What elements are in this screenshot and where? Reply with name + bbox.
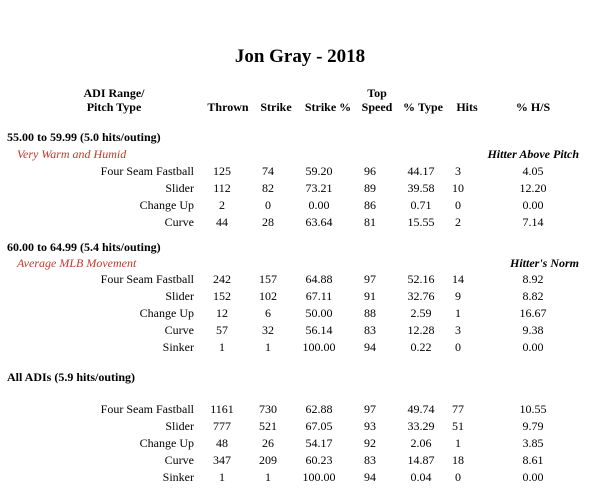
strike-pct-value: 63.64 bbox=[305, 215, 333, 229]
strike-value: 102 bbox=[259, 289, 277, 303]
strike-pct-value: 73.21 bbox=[305, 181, 333, 195]
table-row bbox=[0, 453, 600, 470]
type-pct-value: 39.58 bbox=[407, 181, 435, 195]
top-speed-value: 97 bbox=[364, 272, 376, 286]
pitch-type: Curve bbox=[164, 453, 194, 467]
strike-pct-value: 62.88 bbox=[305, 402, 333, 416]
thrown-value: 2 bbox=[219, 198, 225, 212]
top-speed-value: 86 bbox=[364, 198, 376, 212]
thrown-value: 347 bbox=[213, 453, 231, 467]
strike-value: 157 bbox=[259, 272, 277, 286]
strike-pct-value: 100.00 bbox=[302, 470, 336, 484]
top-speed-value: 93 bbox=[364, 419, 376, 433]
table-row bbox=[0, 402, 600, 419]
hs-pct-value: 12.20 bbox=[519, 181, 547, 195]
pitch-type: Change Up bbox=[139, 306, 194, 320]
hits-value: 10 bbox=[452, 181, 464, 195]
table-row bbox=[0, 272, 600, 289]
thrown-value: 777 bbox=[213, 419, 231, 433]
hits-value: 14 bbox=[452, 272, 464, 286]
top-speed-value: 88 bbox=[364, 306, 376, 320]
hs-pct-value: 8.82 bbox=[522, 289, 544, 303]
top-speed-value: 96 bbox=[364, 164, 376, 178]
table-row bbox=[0, 419, 600, 436]
table-row bbox=[0, 215, 600, 232]
hits-value: 1 bbox=[455, 436, 461, 450]
pitch-type: Slider bbox=[165, 419, 194, 433]
strike-value: 0 bbox=[265, 198, 271, 212]
header-hits: Hits bbox=[456, 100, 478, 114]
top-speed-value: 97 bbox=[364, 402, 376, 416]
strike-value: 32 bbox=[262, 323, 274, 337]
hits-value: 0 bbox=[455, 340, 461, 354]
header-adi-range bbox=[72, 86, 156, 114]
table-row bbox=[0, 340, 600, 357]
top-speed-value: 94 bbox=[364, 340, 376, 354]
header-strike: Strike bbox=[260, 100, 292, 114]
hits-value: 3 bbox=[455, 164, 461, 178]
top-speed-value: 94 bbox=[364, 470, 376, 484]
thrown-value: 1 bbox=[219, 340, 225, 354]
table-row bbox=[0, 289, 600, 306]
pitch-type: Slider bbox=[165, 181, 194, 195]
hs-pct-value: 7.14 bbox=[522, 215, 544, 229]
pitch-type: Four Seam Fastball bbox=[100, 272, 194, 286]
header-adi-line1: ADI Range/ bbox=[83, 86, 145, 100]
section-condition: Hitter's Norm bbox=[509, 256, 579, 270]
pitch-type: Sinker bbox=[162, 340, 194, 354]
pitch-type: Change Up bbox=[139, 436, 194, 450]
type-pct-value: 0.04 bbox=[410, 470, 432, 484]
hs-pct-value: 8.92 bbox=[522, 272, 544, 286]
hs-pct-value: 9.79 bbox=[522, 419, 544, 433]
thrown-value: 112 bbox=[213, 181, 231, 195]
strike-value: 730 bbox=[259, 402, 277, 416]
header-thrown: Thrown bbox=[207, 100, 249, 114]
thrown-value: 57 bbox=[216, 323, 228, 337]
section-title: 55.00 to 59.99 (5.0 hits/outing) bbox=[7, 130, 161, 144]
header-top: Top bbox=[367, 86, 387, 100]
header-adi-line2: Pitch Type bbox=[86, 100, 142, 114]
section-title: All ADIs (5.9 hits/outing) bbox=[7, 370, 136, 384]
strike-pct-value: 59.20 bbox=[305, 164, 333, 178]
hits-value: 0 bbox=[455, 470, 461, 484]
strike-value: 26 bbox=[262, 436, 274, 450]
strike-value: 1 bbox=[265, 340, 271, 354]
strike-value: 6 bbox=[265, 306, 271, 320]
thrown-value: 1161 bbox=[210, 402, 234, 416]
header-top-speed bbox=[355, 86, 399, 114]
header-hs-pct: % H/S bbox=[515, 100, 551, 114]
strike-pct-value: 67.05 bbox=[305, 419, 333, 433]
strike-pct-value: 67.11 bbox=[305, 289, 333, 303]
header-type-pct: % Type bbox=[403, 100, 443, 114]
strike-pct-value: 60.23 bbox=[305, 453, 333, 467]
strike-value: 74 bbox=[262, 164, 274, 178]
strike-value: 82 bbox=[262, 181, 274, 195]
table-row bbox=[0, 306, 600, 323]
type-pct-value: 0.71 bbox=[410, 198, 432, 212]
thrown-value: 48 bbox=[216, 436, 228, 450]
hs-pct-value: 3.85 bbox=[522, 436, 544, 450]
pitch-type: Four Seam Fastball bbox=[100, 402, 194, 416]
hits-value: 1 bbox=[455, 306, 461, 320]
table-row bbox=[0, 198, 600, 215]
hs-pct-value: 9.38 bbox=[522, 323, 544, 337]
hits-value: 51 bbox=[452, 419, 464, 433]
type-pct-value: 44.17 bbox=[407, 164, 435, 178]
hits-value: 3 bbox=[455, 323, 461, 337]
type-pct-value: 33.29 bbox=[407, 419, 435, 433]
hs-pct-value: 0.00 bbox=[522, 198, 544, 212]
hs-pct-value: 0.00 bbox=[522, 340, 544, 354]
hits-value: 2 bbox=[455, 215, 461, 229]
top-speed-value: 81 bbox=[364, 215, 376, 229]
pitch-type: Slider bbox=[165, 289, 194, 303]
page-title: Jon Gray - 2018 bbox=[234, 46, 366, 67]
pitch-type: Change Up bbox=[139, 198, 194, 212]
table-row bbox=[0, 470, 600, 487]
top-speed-value: 83 bbox=[364, 323, 376, 337]
strike-value: 521 bbox=[259, 419, 277, 433]
table-row bbox=[0, 323, 600, 340]
strike-value: 209 bbox=[259, 453, 277, 467]
header-speed: Speed bbox=[361, 100, 393, 114]
section-condition: Hitter Above Pitch bbox=[487, 147, 579, 161]
section-subtitle: Average MLB Movement bbox=[17, 256, 137, 270]
thrown-value: 12 bbox=[216, 306, 228, 320]
thrown-value: 242 bbox=[213, 272, 231, 286]
thrown-value: 44 bbox=[216, 215, 228, 229]
pitch-type: Sinker bbox=[162, 470, 194, 484]
section-title: 60.00 to 64.99 (5.4 hits/outing) bbox=[7, 240, 161, 254]
strike-pct-value: 64.88 bbox=[305, 272, 333, 286]
header-strike-pct: Strike % bbox=[304, 100, 352, 114]
top-speed-value: 89 bbox=[364, 181, 376, 195]
hs-pct-value: 8.61 bbox=[522, 453, 544, 467]
pitch-type: Curve bbox=[164, 323, 194, 337]
top-speed-value: 91 bbox=[364, 289, 376, 303]
hits-value: 77 bbox=[452, 402, 464, 416]
type-pct-value: 52.16 bbox=[407, 272, 435, 286]
hits-value: 9 bbox=[455, 289, 461, 303]
hs-pct-value: 4.05 bbox=[522, 164, 544, 178]
table-row bbox=[0, 181, 600, 198]
type-pct-value: 49.74 bbox=[407, 402, 435, 416]
type-pct-value: 14.87 bbox=[407, 453, 435, 467]
hits-value: 0 bbox=[455, 198, 461, 212]
hs-pct-value: 16.67 bbox=[519, 306, 547, 320]
strike-pct-value: 50.00 bbox=[305, 306, 333, 320]
hs-pct-value: 10.55 bbox=[519, 402, 547, 416]
type-pct-value: 2.06 bbox=[410, 436, 432, 450]
strike-pct-value: 0.00 bbox=[308, 198, 330, 212]
table-row bbox=[0, 164, 600, 181]
section-subtitle: Very Warm and Humid bbox=[17, 147, 127, 161]
type-pct-value: 32.76 bbox=[407, 289, 435, 303]
pitch-type: Curve bbox=[164, 215, 194, 229]
thrown-value: 1 bbox=[219, 470, 225, 484]
strike-value: 28 bbox=[262, 215, 274, 229]
pitch-type: Four Seam Fastball bbox=[100, 164, 194, 178]
strike-pct-value: 54.17 bbox=[305, 436, 333, 450]
table-row bbox=[0, 436, 600, 453]
strike-pct-value: 56.14 bbox=[305, 323, 333, 337]
type-pct-value: 2.59 bbox=[410, 306, 432, 320]
type-pct-value: 15.55 bbox=[407, 215, 435, 229]
top-speed-value: 83 bbox=[364, 453, 376, 467]
thrown-value: 152 bbox=[213, 289, 231, 303]
strike-value: 1 bbox=[265, 470, 271, 484]
strike-pct-value: 100.00 bbox=[302, 340, 336, 354]
type-pct-value: 0.22 bbox=[410, 340, 432, 354]
top-speed-value: 92 bbox=[364, 436, 376, 450]
thrown-value: 125 bbox=[213, 164, 231, 178]
hits-value: 18 bbox=[452, 453, 464, 467]
hs-pct-value: 0.00 bbox=[522, 470, 544, 484]
type-pct-value: 12.28 bbox=[407, 323, 435, 337]
